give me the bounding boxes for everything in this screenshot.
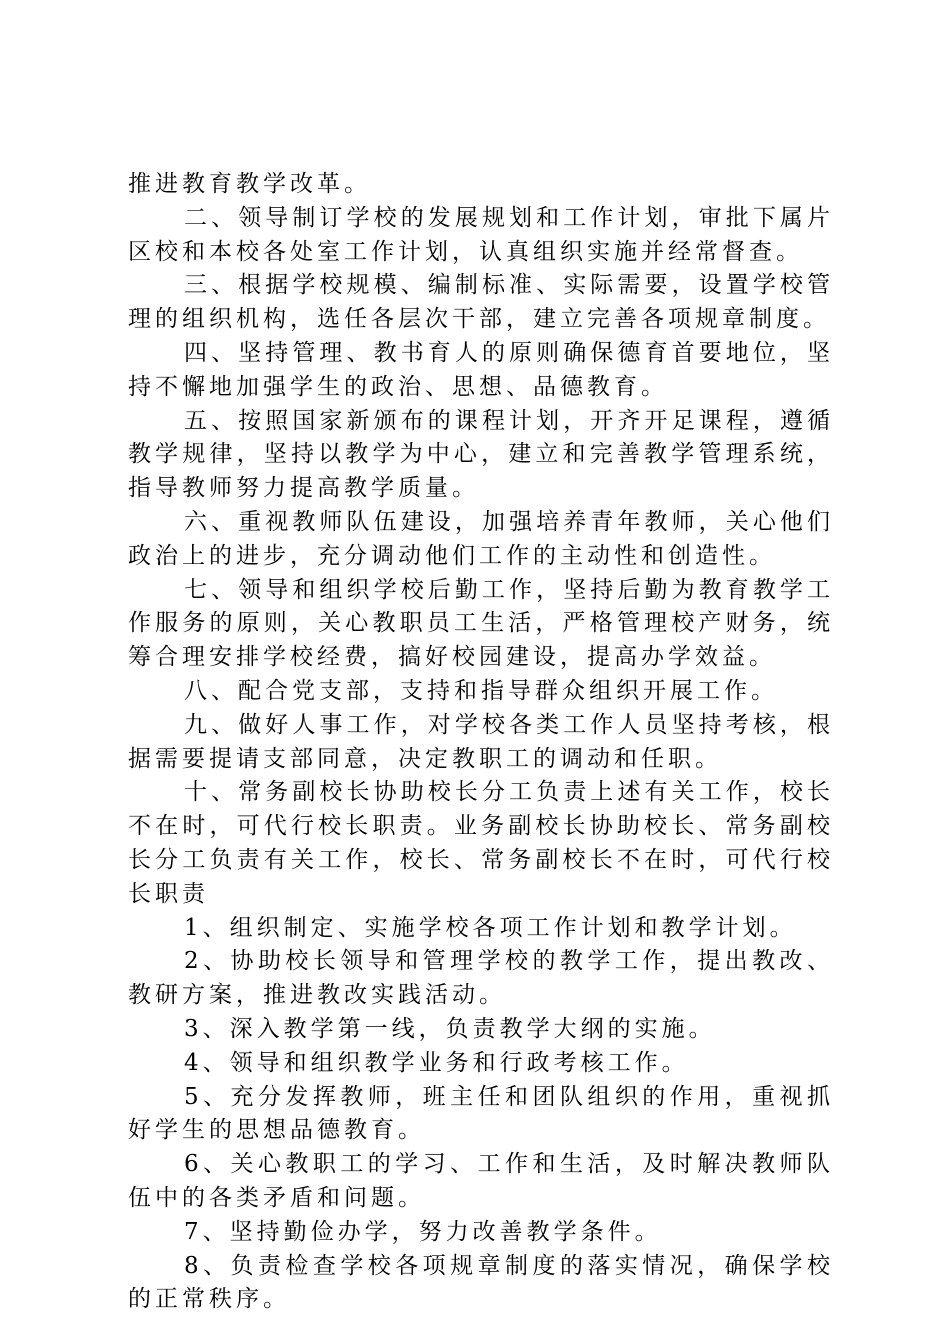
paragraph-sub-7: 7、坚持勤俭办学，努力改善教学条件。 [184,1218,662,1245]
paragraph-sub-6: 6、关心教职工的学习、工作和生活，及时解决教师队伍中的各类矛盾和问题。 [128,1151,834,1211]
paragraph-item-2: 二、领导制订学校的发展规划和工作计划，审批下属片区校和本校各处室工作计划，认真组织实施并经常督查。 [128,204,834,265]
paragraph-continuation: 推进教育教学改革。 [128,171,371,197]
paragraph-item-10: 十、常务副校长协助校长分工负责上述有关工作，校长不在时，可代行校长职责。业务副校长协助校长、常务副校长分工负责有关工作，校长、常务副校长不在时，可代行校长职责 [128,779,834,907]
paragraph-item-8: 八、配合党支部，支持和指导群众组织开展工作。 [184,677,778,704]
paragraph-item-3: 三、根据学校规模、编制标准、实际需要，设置学校管理的组织机构，选任各层次干部，建立完善各项规章制度。 [128,272,834,333]
paragraph-sub-1: 1、组织制定、实施学校各项工作计划和教学计划。 [184,914,797,941]
paragraph-sub-4: 4、领导和组织教学业务和行政考核工作。 [184,1049,689,1076]
document-page [128,168,834,1317]
paragraph-item-4: 四、坚持管理、教书育人的原则确保德育首要地位，坚持不懈地加强学生的政治、思想、品德教育。 [128,339,834,400]
paragraph-item-6: 六、重视教师队伍建设，加强培养青年教师，关心他们政治上的进步，充分调动他们工作的主动性和创造性。 [128,508,834,569]
paragraph-sub-2: 2、协助校长领导和管理学校的教学工作，提出教改、教研方案，推进教改实践活动。 [128,948,834,1009]
paragraph-sub-8: 8、负责检查学校各项规章制度的落实情况，确保学校的正常秩序。 [128,1252,834,1313]
paragraph-item-7: 七、领导和组织学校后勤工作，坚持后勤为教育教学工作服务的原则，关心教职员工生活，严格管理校产财务，统筹合理安排学校经费，搞好校园建设，提高办学效益。 [128,576,834,671]
paragraph-sub-3: 3、深入教学第一线，负责教学大纲的实施。 [184,1015,716,1042]
paragraph-sub-5: 5、充分发挥教师，班主任和团队组织的作用，重视抓好学生的思想品德教育。 [128,1083,834,1144]
paragraph-item-9: 九、做好人事工作，对学校各类工作人员坚持考核，根据需要提请支部同意，决定教职工的调动和任职。 [128,711,834,772]
paragraph-item-5: 五、按照国家新颁布的课程计划，开齐开足课程，遵循教学规律，坚持以教学为中心，建立和完善教学管理系统，指导教师努力提高教学质量。 [128,407,834,502]
